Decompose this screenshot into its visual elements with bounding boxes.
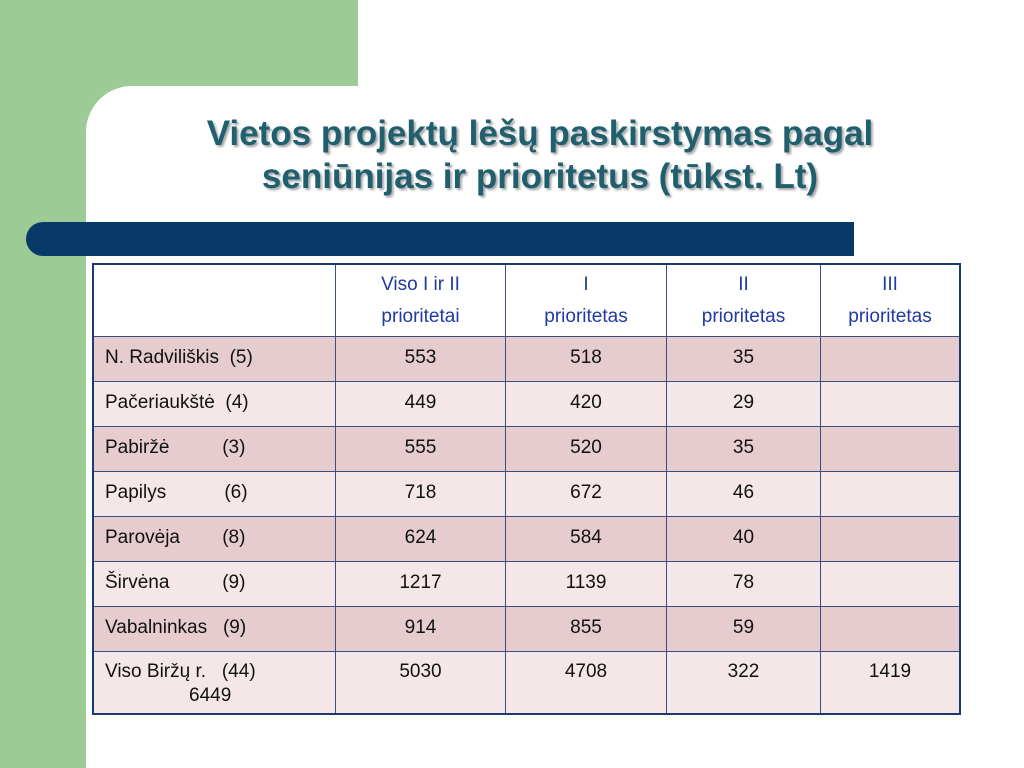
total-row-name bbox=[93, 652, 336, 714]
table-row bbox=[93, 382, 960, 427]
row-name: Pabiržė (3) bbox=[93, 427, 336, 472]
allocation-table-container bbox=[92, 263, 961, 715]
total-row-total: 5030 bbox=[336, 652, 506, 714]
header-p1-line-2: prioritetas bbox=[544, 305, 628, 327]
table-row bbox=[93, 562, 960, 607]
header-total-line-2: prioritetai bbox=[381, 305, 460, 327]
row-priority-3 bbox=[821, 382, 961, 427]
row-total: 555 bbox=[336, 427, 506, 472]
row-priority-2: 40 bbox=[667, 517, 821, 562]
header-cell-priority-2 bbox=[667, 264, 821, 337]
row-total: 718 bbox=[336, 472, 506, 517]
row-priority-3 bbox=[821, 562, 961, 607]
header-p2-line-1: II bbox=[738, 273, 749, 295]
header-p1-line-1: I bbox=[583, 273, 589, 295]
total-row-priority-2: 322 bbox=[667, 652, 821, 714]
title-divider-bar bbox=[26, 222, 854, 256]
row-priority-1: 1139 bbox=[506, 562, 667, 607]
row-total: 1217 bbox=[336, 562, 506, 607]
slide-title bbox=[110, 112, 970, 198]
row-name: N. Radviliškis (5) bbox=[93, 337, 336, 382]
table-row bbox=[93, 472, 960, 517]
table-row bbox=[93, 427, 960, 472]
total-row-sublabel: 6449 bbox=[189, 685, 232, 706]
row-priority-3 bbox=[821, 517, 961, 562]
total-row bbox=[93, 652, 960, 714]
header-row bbox=[93, 264, 960, 337]
total-row-priority-1: 4708 bbox=[506, 652, 667, 714]
row-priority-1: 584 bbox=[506, 517, 667, 562]
row-priority-1: 520 bbox=[506, 427, 667, 472]
row-total: 914 bbox=[336, 607, 506, 652]
row-total: 553 bbox=[336, 337, 506, 382]
row-total: 449 bbox=[336, 382, 506, 427]
allocation-table bbox=[92, 263, 961, 715]
row-priority-2: 29 bbox=[667, 382, 821, 427]
row-name: Parovėja (8) bbox=[93, 517, 336, 562]
row-name: Vabalninkas (9) bbox=[93, 607, 336, 652]
total-row-priority-3: 1419 bbox=[821, 652, 961, 714]
row-name: Papilys (6) bbox=[93, 472, 336, 517]
header-p3-line-2: prioritetas bbox=[848, 305, 932, 327]
row-total: 624 bbox=[336, 517, 506, 562]
header-total-line-1: Viso I ir II bbox=[381, 273, 460, 295]
slide-title-line-1: Vietos projektų lėšų paskirstymas pagal bbox=[206, 114, 874, 153]
header-cell-priority-3 bbox=[821, 264, 961, 337]
row-priority-2: 35 bbox=[667, 427, 821, 472]
row-priority-2: 78 bbox=[667, 562, 821, 607]
row-priority-3 bbox=[821, 472, 961, 517]
row-priority-2: 35 bbox=[667, 337, 821, 382]
table-row bbox=[93, 517, 960, 562]
row-priority-3 bbox=[821, 337, 961, 382]
row-priority-3 bbox=[821, 427, 961, 472]
row-priority-2: 59 bbox=[667, 607, 821, 652]
header-cell-name bbox=[93, 264, 336, 337]
table-row bbox=[93, 607, 960, 652]
header-p2-line-2: prioritetas bbox=[701, 305, 786, 327]
header-cell-priority-1 bbox=[506, 264, 667, 337]
row-priority-3 bbox=[821, 607, 961, 652]
total-row-label: Viso Biržų r. (44) bbox=[105, 661, 256, 682]
header-cell-total bbox=[336, 264, 506, 337]
row-name: Pačeriaukštė (4) bbox=[93, 382, 336, 427]
row-priority-1: 672 bbox=[506, 472, 667, 517]
row-name: Širvėna (9) bbox=[93, 562, 336, 607]
header-p3-line-1: III bbox=[882, 273, 898, 295]
row-priority-1: 518 bbox=[506, 337, 667, 382]
slide-title-line-2: seniūnijas ir prioritetus (tūkst. Lt) bbox=[261, 157, 819, 196]
row-priority-2: 46 bbox=[667, 472, 821, 517]
row-priority-1: 420 bbox=[506, 382, 667, 427]
row-priority-1: 855 bbox=[506, 607, 667, 652]
table-row bbox=[93, 337, 960, 382]
